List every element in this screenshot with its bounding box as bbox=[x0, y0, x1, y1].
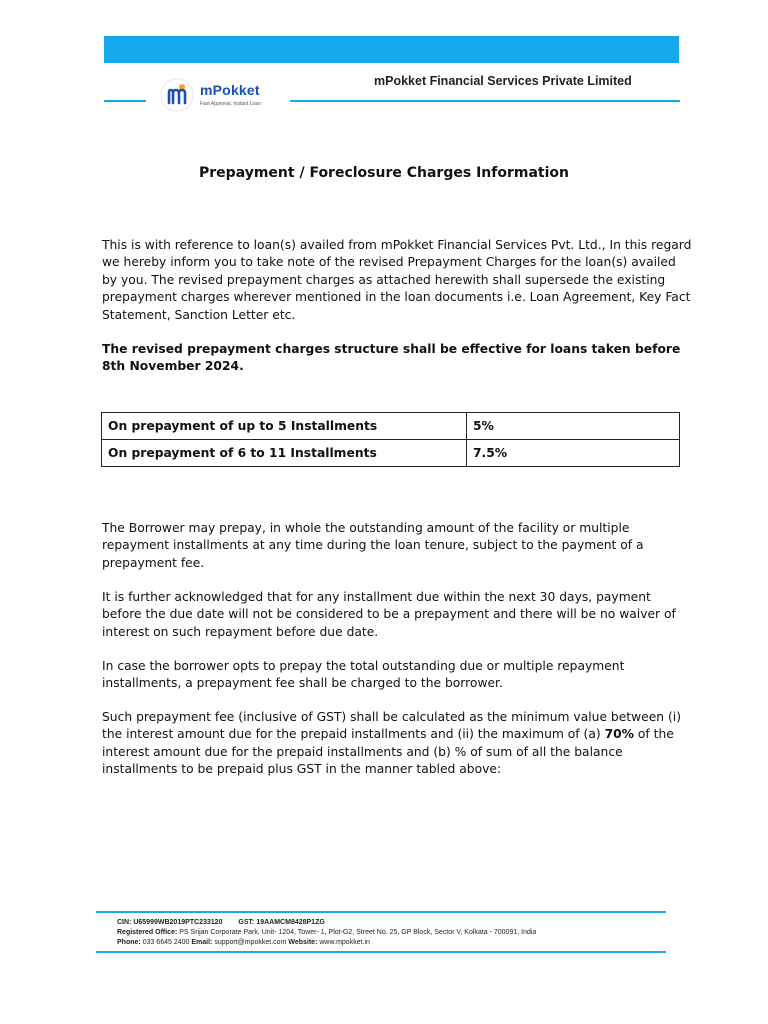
logo-name: mPokket bbox=[200, 82, 260, 98]
installment-paragraph: It is further acknowledged that for any installment due within the next 30 days, payment before the due date will not be considered to be a prepayment and there will be no waiver of interest on such repayment before due date. bbox=[102, 590, 676, 639]
header-accent-bar bbox=[104, 36, 679, 63]
cin-label: CIN: bbox=[117, 919, 132, 926]
logo-tagline: Fast Approval, Instant Loan bbox=[200, 101, 261, 107]
charge-label-cell: On prepayment of up to 5 Installments bbox=[102, 413, 467, 440]
charges-table bbox=[101, 412, 680, 467]
office-label: Registered Office: bbox=[117, 929, 178, 936]
fee-paragraph: In case the borrower opts to prepay the total outstanding due or multiple repayment installments, a prepayment fee shall be charged to the borrower. bbox=[102, 659, 625, 691]
calculation-percentage: 70% bbox=[604, 727, 634, 742]
charge-value-cell: 7.5% bbox=[467, 440, 680, 467]
calculation-paragraph bbox=[102, 709, 692, 779]
gst-label: GST: bbox=[238, 919, 255, 926]
header-divider-right bbox=[290, 100, 680, 102]
table-row bbox=[102, 440, 680, 467]
footer-divider-bottom bbox=[96, 951, 666, 953]
prepay-paragraph: The Borrower may prepay, in whole the outstanding amount of the facility or multiple repayment installments at any time during the loan tenure, subject to the payment of a prepayment fee. bbox=[102, 521, 644, 570]
gst-value: 19AAMCM8428P1ZG bbox=[256, 919, 325, 926]
charge-value-cell: 5% bbox=[467, 413, 680, 440]
cin-value: U65999WB2019PTC233120 bbox=[133, 919, 223, 926]
phone-value: 033 6645 2400 bbox=[142, 939, 190, 946]
table-row bbox=[102, 413, 680, 440]
mpokket-logo-icon bbox=[160, 78, 194, 112]
footer-info bbox=[117, 918, 536, 948]
document-title: Prepayment / Foreclosure Charges Information bbox=[199, 165, 569, 181]
company-name: mPokket Financial Services Private Limited bbox=[374, 74, 632, 88]
email-label: Email: bbox=[191, 939, 213, 946]
phone-label: Phone: bbox=[117, 939, 141, 946]
office-address: PS Srijan Corporate Park, Unit- 1204, Tower- 1, Plot-G2, Street No. 25, GP Block, Sector V, Kolkata - 700091, India bbox=[179, 929, 537, 936]
charge-label-cell: On prepayment of 6 to 11 Installments bbox=[102, 440, 467, 467]
effective-note: The revised prepayment charges structure shall be effective for loans taken before 8th November 2024. bbox=[102, 342, 681, 374]
intro-paragraph: This is with reference to loan(s) availed from mPokket Financial Services Pvt. Ltd., In this regard we hereby inform you to take note of the revised Prepayment Charges for the loan(s) availed by you. The revised prepayment charges as attached herewith shall supersede the existing prepayment charges wherever mentioned in the loan documents i.e. Loan Agreement, Key Fact Statement, Sanction Letter etc. bbox=[102, 238, 692, 322]
footer-registration-line bbox=[117, 918, 536, 928]
calculation-text-start: Such prepayment fee (inclusive of GST) shall be calculated as the minimum value between (i) the interest amount due for the prepaid installments and (ii) the maximum of (a) bbox=[102, 710, 682, 742]
email-value: support@mpokket.com bbox=[214, 939, 287, 946]
footer-divider-top bbox=[96, 911, 666, 913]
header-divider-left bbox=[104, 100, 146, 102]
website-label: Website: bbox=[288, 939, 318, 946]
website-value: www.mpokket.in bbox=[319, 939, 370, 946]
footer-contact-line bbox=[117, 938, 536, 948]
calculation-text-end: of the interest amount due for the prepaid installments and (b) % of sum of all the balance installments to be prepaid plus GST in the manner tabled above: bbox=[102, 727, 674, 777]
company-logo bbox=[160, 78, 280, 114]
footer-office-line bbox=[117, 928, 536, 938]
